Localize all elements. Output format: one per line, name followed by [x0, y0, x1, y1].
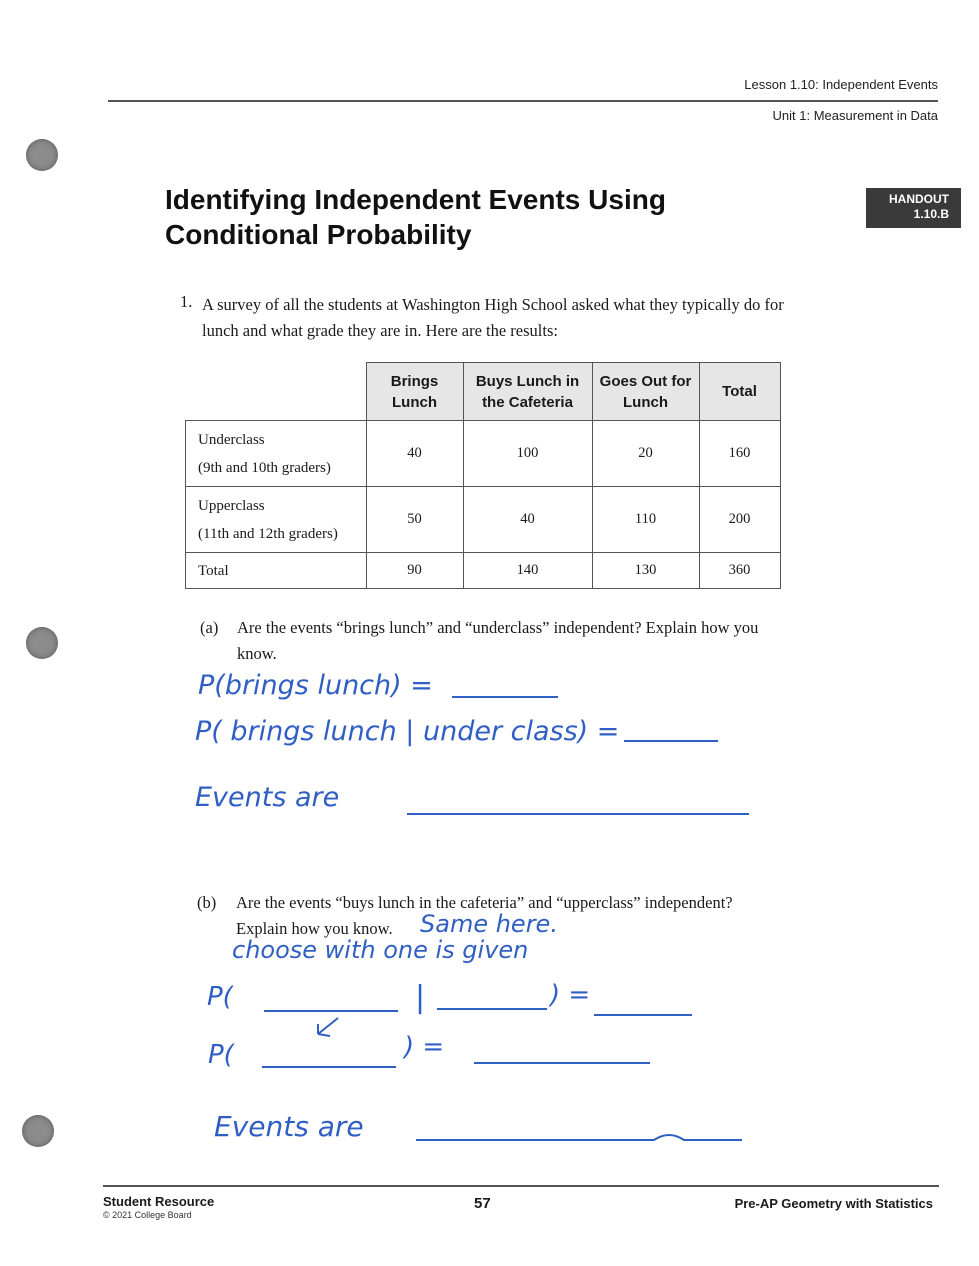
table-cell: 360: [699, 553, 780, 589]
handwritten-p-brings-lunch: P(brings lunch) =: [198, 670, 433, 701]
footer-copyright: © 2021 College Board: [103, 1210, 192, 1220]
part-b-text-line2: Explain how you know.: [236, 919, 393, 938]
handwritten-note: choose with one is given: [232, 936, 529, 964]
table-corner: [186, 363, 367, 421]
handout-badge: [866, 188, 961, 228]
col-header-buys-lunch: Buys Lunch in the Cafeteria: [463, 363, 592, 421]
handwritten-same-here: Same here.: [420, 910, 558, 938]
question-text: A survey of all the students at Washington High School asked what they typically do for lunch and what grade they are in. Here are the results:: [202, 295, 784, 340]
table-row: [186, 553, 781, 589]
table-row: [186, 421, 781, 487]
part-a-label: (a): [200, 618, 219, 637]
table-cell: 50: [366, 487, 463, 553]
table-cell: 200: [699, 487, 780, 553]
col-header-brings-lunch: Brings Lunch: [366, 363, 463, 421]
handwritten-p-given-underclass: P( brings lunch | under class) =: [195, 716, 620, 747]
col-header-total: Total: [699, 363, 780, 421]
answer-line[interactable]: [474, 1062, 650, 1064]
page-title: Identifying Independent Events Using Conditional Probability: [165, 184, 666, 250]
table-row: [186, 487, 781, 553]
row-label-main: Total: [198, 562, 229, 579]
answer-line[interactable]: [262, 1066, 396, 1068]
part-a-text: Are the events “brings lunch” and “underclass” independent? Explain how you know.: [237, 618, 759, 663]
handout-number: 1.10.B: [913, 207, 949, 221]
answer-line[interactable]: [437, 1008, 547, 1010]
table-cell: 100: [463, 421, 592, 487]
table-cell: 40: [366, 421, 463, 487]
row-label-sub: (11th and 12th graders): [198, 525, 338, 542]
handwritten-events-are: Events are: [195, 782, 340, 813]
handwritten-events-are-2: Events are: [214, 1110, 364, 1143]
table-cell: 130: [592, 553, 699, 589]
table-cell: 140: [463, 553, 592, 589]
answer-line[interactable]: [452, 696, 558, 698]
answer-line[interactable]: [414, 1126, 744, 1144]
handwritten-given-bar: |: [415, 980, 426, 1015]
part-b-text-line1: Are the events “buys lunch in the cafeteria” and “upperclass” independent?: [236, 893, 733, 912]
answer-line[interactable]: [407, 813, 749, 815]
lesson-header: Lesson 1.10: Independent Events: [744, 77, 938, 92]
row-label-main: Underclass: [198, 431, 265, 448]
table-cell: 90: [366, 553, 463, 589]
handout-label: HANDOUT: [889, 192, 949, 206]
arrow-icon: [310, 1014, 344, 1040]
row-label: [186, 487, 367, 553]
table-cell: 110: [592, 487, 699, 553]
row-label-sub: (9th and 10th graders): [198, 459, 331, 476]
table-cell: 20: [592, 421, 699, 487]
col-header-goes-out: Goes Out for Lunch: [592, 363, 699, 421]
answer-line[interactable]: [624, 740, 718, 742]
row-label: [186, 421, 367, 487]
survey-table: [185, 362, 781, 589]
question-number: 1.: [180, 292, 193, 311]
table-cell: 160: [699, 421, 780, 487]
row-label: [186, 553, 367, 589]
handwritten-p-open: P(: [207, 982, 233, 1012]
footer-rule: [103, 1185, 939, 1187]
header-rule: [108, 100, 938, 102]
binder-hole-middle: [26, 627, 58, 659]
unit-header: Unit 1: Measurement in Data: [772, 108, 938, 123]
handwritten-close-paren: ) =: [550, 980, 591, 1010]
row-label-main: Upperclass: [198, 497, 265, 514]
footer-course: Pre-AP Geometry with Statistics: [734, 1196, 933, 1211]
answer-line[interactable]: [264, 1010, 398, 1012]
answer-line[interactable]: [594, 1014, 692, 1016]
footer-resource: Student Resource: [103, 1194, 215, 1209]
part-b-label: (b): [197, 893, 217, 912]
binder-hole-top: [26, 139, 58, 171]
page-number: 57: [474, 1195, 491, 1212]
table-cell: 40: [463, 487, 592, 553]
handwritten-close-paren-2: ) =: [404, 1032, 445, 1062]
handwritten-p-open-2: P(: [208, 1040, 234, 1070]
binder-hole-bottom: [22, 1115, 54, 1147]
